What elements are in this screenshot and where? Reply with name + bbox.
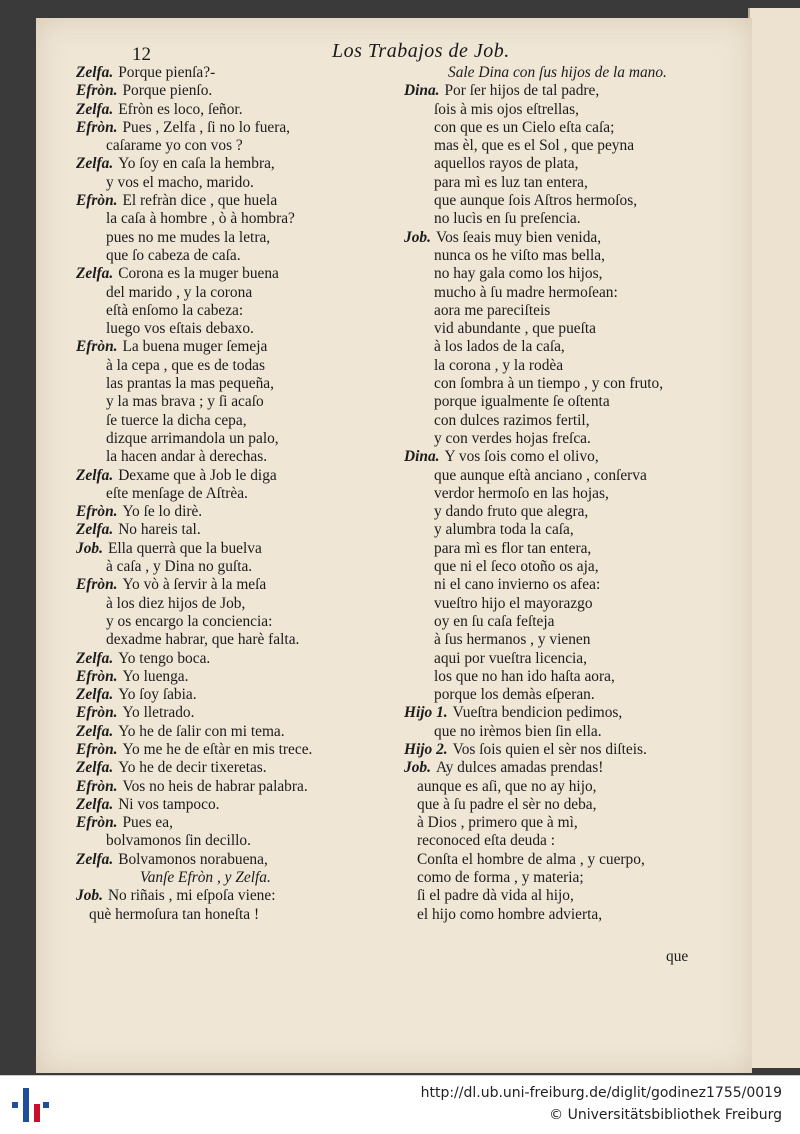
speech-line [76,155,416,173]
verse-line [404,210,744,228]
book-page [36,18,752,1073]
verse-text: Conſta el hombre de alma , y cuerpo, [417,850,645,868]
verse-text: la corona , y la rodèa [434,356,564,374]
verse-text: mas èl, que es el Sol , que peyna [434,137,635,155]
verse-line [404,723,744,741]
verse-text: eſtà enſomo la cabeza: [106,301,244,319]
verse-line [76,412,416,430]
speech-line [404,82,744,100]
verse-text: No riñais , mi eſpoſa viene: [107,887,276,905]
verse-text: à la cepa , que es de todas [106,356,265,374]
verse-text: para mì es flor tan entera, [434,539,592,557]
speaker-name: Dina. [404,448,440,466]
speech-line [76,796,416,814]
verse-text: vueſtro hijo el mayorazgo [434,594,593,612]
speech-line [76,704,416,722]
speech-line [76,192,416,210]
verse-text: como de forma , y materia; [417,869,584,887]
verse-text: aquellos rayos de plata, [434,155,579,173]
verse-text: Ni vos tampoco. [118,795,220,813]
verse-text: bolvamonos ſin decillo. [106,832,251,850]
copyright-notice: © Universitätsbibliothek Freiburg [549,1107,782,1123]
verse-text: Dexame que à Job le diga [118,466,277,484]
speaker-name: Zelfa. [76,795,114,813]
verse-text: Yo he de decir tixeretas. [118,759,267,777]
speaker-name: Zelfa. [76,100,114,118]
verse-line [404,814,744,832]
verse-text: reconoced eſta deuda : [417,832,556,850]
speaker-name: Zelfa. [76,686,114,704]
speech-line [76,119,416,137]
verse-line [404,137,744,155]
speaker-name: Zelfa. [76,265,114,283]
speech-line [76,576,416,594]
verse-line [404,192,744,210]
speech-line [76,686,416,704]
speech-line [76,814,416,832]
verse-text: caſarame yo con vos ? [106,137,243,155]
verse-line [404,796,744,814]
verse-line [76,137,416,155]
verse-line [404,558,744,576]
speaker-name: Efròn. [76,777,118,795]
verse-text: Yo ſe lo dirè. [122,503,203,521]
verse-line [404,338,744,356]
verse-line [404,576,744,594]
verse-text: Yo he de ſalir con mi tema. [118,722,285,740]
speaker-name: Zelfa. [76,466,114,484]
verse-text: Yo me he de eſtàr en mis trece. [122,740,313,758]
verse-text: Vos ſois quien el sèr nos diſteis. [452,740,647,758]
verse-line [404,375,744,393]
speaker-name: Zelfa. [76,521,114,539]
verse-line [404,155,744,173]
speech-line [404,704,744,722]
verse-text: aora me pareciſteis [434,301,551,319]
speaker-name: Efròn. [76,503,118,521]
verse-text: ſi el padre dà vida al hijo, [417,887,574,905]
verse-text: dizque arrimandola un palo, [106,429,279,447]
verse-text: Corona es la muger buena [118,265,279,283]
verse-line [404,869,744,887]
verse-line [76,357,416,375]
verse-text: con que es un Cielo eſta caſa; [434,118,615,136]
verse-line [76,558,416,576]
speech-line [76,338,416,356]
verse-line [404,521,744,539]
verse-line [404,887,744,905]
speech-line [76,668,416,686]
verse-text: aqui por vueſtra licencia, [434,649,587,667]
verse-line [76,247,416,265]
verse-text: y alumbra toda la caſa, [434,521,574,539]
verse-line [404,650,744,668]
verse-text: con dulces razimos fertil, [434,411,590,429]
viewer-footer [0,1075,800,1134]
verse-text: No hareis tal. [118,521,201,539]
verse-line [76,210,416,228]
stage-direction-text: Sale Dina con ſus hijos de la mano. [448,64,667,81]
verse-line [76,393,416,411]
speaker-name: Efròn. [76,814,118,832]
adjacent-page-edge [748,8,800,1068]
speech-line [76,265,416,283]
verse-line [404,906,744,924]
source-url-link[interactable]: http://dl.ub.uni-freiburg.de/diglit/godinez1755/0019 [420,1085,782,1101]
speech-line [76,650,416,668]
verse-line [404,393,744,411]
running-head: Los Trabajos de Job. [332,40,510,62]
verse-text: no lucìs en ſu preſencia. [434,210,581,228]
speech-line [404,229,744,247]
verse-text: à caſa , y Dina no guſta. [106,558,253,576]
speech-line [76,503,416,521]
speech-line [76,540,416,558]
speech-line [76,741,416,759]
speech-line [76,723,416,741]
verse-line [76,613,416,631]
speaker-name: Job. [404,228,431,246]
verse-text: los que no han ido haſta aora, [434,667,615,685]
verse-line [404,832,744,850]
stage-direction [404,64,744,82]
verse-text: Yo luenga. [122,667,189,685]
speaker-name: Efròn. [76,740,118,758]
verse-line [76,320,416,338]
verse-text: pues no me mudes la letra, [106,228,271,246]
verse-text: Vueſtra bendicion pedimos, [452,704,623,722]
verse-text: y la mas brava ; y ſi acaſo [106,393,264,411]
verse-text: Yo lletrado. [122,704,195,722]
verse-text: porque los demàs eſperan. [434,686,595,704]
speaker-name: Zelfa. [76,649,114,667]
verse-text: y os encargo la conciencia: [106,612,273,630]
verse-line [76,229,416,247]
verse-text: porque igualmente ſe oſtenta [434,393,610,411]
verse-line [76,631,416,649]
speaker-name: Zelfa. [76,64,114,81]
verse-line [76,906,416,924]
speech-line [76,101,416,119]
verse-text: Ay dulces amadas prendas! [435,759,604,777]
verse-text: La buena muger ſemeja [122,338,268,356]
verse-line [404,595,744,613]
verse-text: à ſus hermanos , y vienen [434,631,591,649]
verse-text: Y vos ſois como el olivo, [444,448,599,466]
verse-line [404,778,744,796]
speaker-name: Job. [404,759,431,777]
verse-text: Porque pienſo. [122,82,213,100]
stage-direction [76,869,416,887]
verse-line [404,101,744,119]
catchword: que [666,948,689,965]
verse-line [404,119,744,137]
verse-line [404,302,744,320]
speaker-name: Hijo 2. [404,740,448,758]
verse-text: que ſo cabeza de caſa. [106,246,241,264]
speaker-name: Efròn. [76,82,118,100]
speaker-name: Hijo 1. [404,704,448,722]
verse-text: vid abundante , que pueſta [434,320,596,338]
verse-text: oy en ſu caſa feſteja [434,612,555,630]
speaker-name: Efròn. [76,576,118,594]
verse-line [404,247,744,265]
speech-line [404,759,744,777]
verse-text: que ni el ſeco otoño os aja, [434,558,599,576]
verse-text: Bolvamonos norabuena, [118,850,268,868]
verse-text: Pues ea, [122,814,173,832]
speaker-name: Dina. [404,82,440,100]
verse-line [404,265,744,283]
verse-line [404,174,744,192]
verse-text: ſe tuerce la dicha cepa, [106,411,247,429]
verse-text: Yo ſoy ſabia. [118,686,197,704]
page-number: 12 [132,44,151,65]
verse-line [76,375,416,393]
left-text-column [76,64,416,924]
verse-text: Pues , Zelfa , ſi no lo fuera, [122,118,291,136]
speaker-name: Zelfa. [76,850,114,868]
verse-text: que aunque ſois Aſtros hermoſos, [434,192,638,210]
speaker-name: Job. [76,887,103,905]
verse-line [404,412,744,430]
verse-text: ni el cano invierno os afea: [434,576,601,594]
verse-line [76,174,416,192]
verse-text: Yo tengo boca. [118,649,211,667]
verse-text: el hijo como hombre advierta, [417,905,603,923]
verse-line [76,284,416,302]
verse-line [404,430,744,448]
verse-text: Vos ſeais muy bien venida, [435,228,602,246]
verse-text: ſois à mis ojos eſtrellas, [434,100,579,118]
verse-text: Porque pienſa?- [118,64,216,81]
verse-line [404,631,744,649]
speech-line [76,778,416,796]
verse-text: y dando fruto que alegra, [434,503,589,521]
speaker-name: Efròn. [76,192,118,210]
verse-text: con ſombra à un tiempo , y con fruto, [434,375,664,393]
speech-line [76,467,416,485]
verse-text: eſte menſage de Aſtrèa. [106,484,248,502]
verse-line [404,540,744,558]
verse-text: Ella querrà que la buelva [107,539,262,557]
right-text-column [404,64,744,924]
verse-text: què hermoſura tan honeſta ! [89,905,260,923]
verse-text: que à ſu padre el sèr no deba, [417,795,597,813]
verse-line [404,284,744,302]
speaker-name: Efròn. [76,338,118,356]
speech-line [404,741,744,759]
speech-line [76,82,416,100]
verse-line [76,595,416,613]
verse-text: El refràn dice , que huela [122,192,278,210]
verse-text: Efròn es loco, ſeñor. [118,100,243,118]
verse-text: del marido , y la corona [106,283,253,301]
verse-line [76,832,416,850]
speaker-name: Zelfa. [76,759,114,777]
verse-text: à los lados de la caſa, [434,338,565,356]
verse-text: verdor hermoſo en las hojas, [434,484,609,502]
verse-line [404,467,744,485]
verse-text: mucho à ſu madre hermoſean: [434,283,618,301]
speaker-name: Efròn. [76,118,118,136]
verse-text: las prantas la mas pequeña, [106,375,274,393]
speech-line [76,851,416,869]
speaker-name: Zelfa. [76,722,114,740]
verse-line [76,430,416,448]
verse-line [404,503,744,521]
stage-direction-text: Vanſe Efròn , y Zelfa. [140,869,271,887]
speaker-name: Zelfa. [76,155,114,173]
verse-text: à los diez hijos de Job, [106,594,246,612]
verse-text: para mì es luz tan entera, [434,173,588,191]
verse-text: no hay gala como los hijos, [434,265,603,283]
speaker-name: Efròn. [76,704,118,722]
verse-text: Yo vò à ſervir à la meſa [122,576,267,594]
speaker-name: Job. [76,539,103,557]
verse-line [404,357,744,375]
verse-text: Vos no heis de habrar palabra. [122,777,308,795]
verse-text: que no irèmos bien ſin ella. [434,722,602,740]
verse-text: dexadme habrar, que harè falta. [106,631,300,649]
verse-text: Por ſer hijos de tal padre, [444,82,600,100]
verse-text: à Dios , primero que à mì, [417,814,578,832]
verse-text: nunca os he viſto mas bella, [434,246,605,264]
verse-text: y vos el macho, marido. [106,173,254,191]
verse-text: y con verdes hojas freſca. [434,429,591,447]
speech-line [404,448,744,466]
ub-freiburg-logo-icon [10,1084,50,1126]
speech-line [76,521,416,539]
verse-line [404,485,744,503]
speech-line [76,887,416,905]
speech-line [76,759,416,777]
verse-text: que aunque eſtà anciano , conſerva [434,466,647,484]
verse-line [404,686,744,704]
verse-text: luego vos eſtais debaxo. [106,320,254,338]
verse-line [404,668,744,686]
verse-text: la caſa à hombre , ò à hombra? [106,210,295,228]
verse-line [76,485,416,503]
speech-line [76,64,416,82]
verse-text: Yo ſoy en caſa la hembra, [118,155,275,173]
verse-line [404,851,744,869]
verse-line [76,302,416,320]
verse-text: aunque es aſi, que no ay hijo, [417,777,597,795]
verse-line [404,320,744,338]
verse-line [76,448,416,466]
verse-text: la hacen andar à derechas. [106,448,268,466]
verse-line [404,613,744,631]
speaker-name: Efròn. [76,667,118,685]
